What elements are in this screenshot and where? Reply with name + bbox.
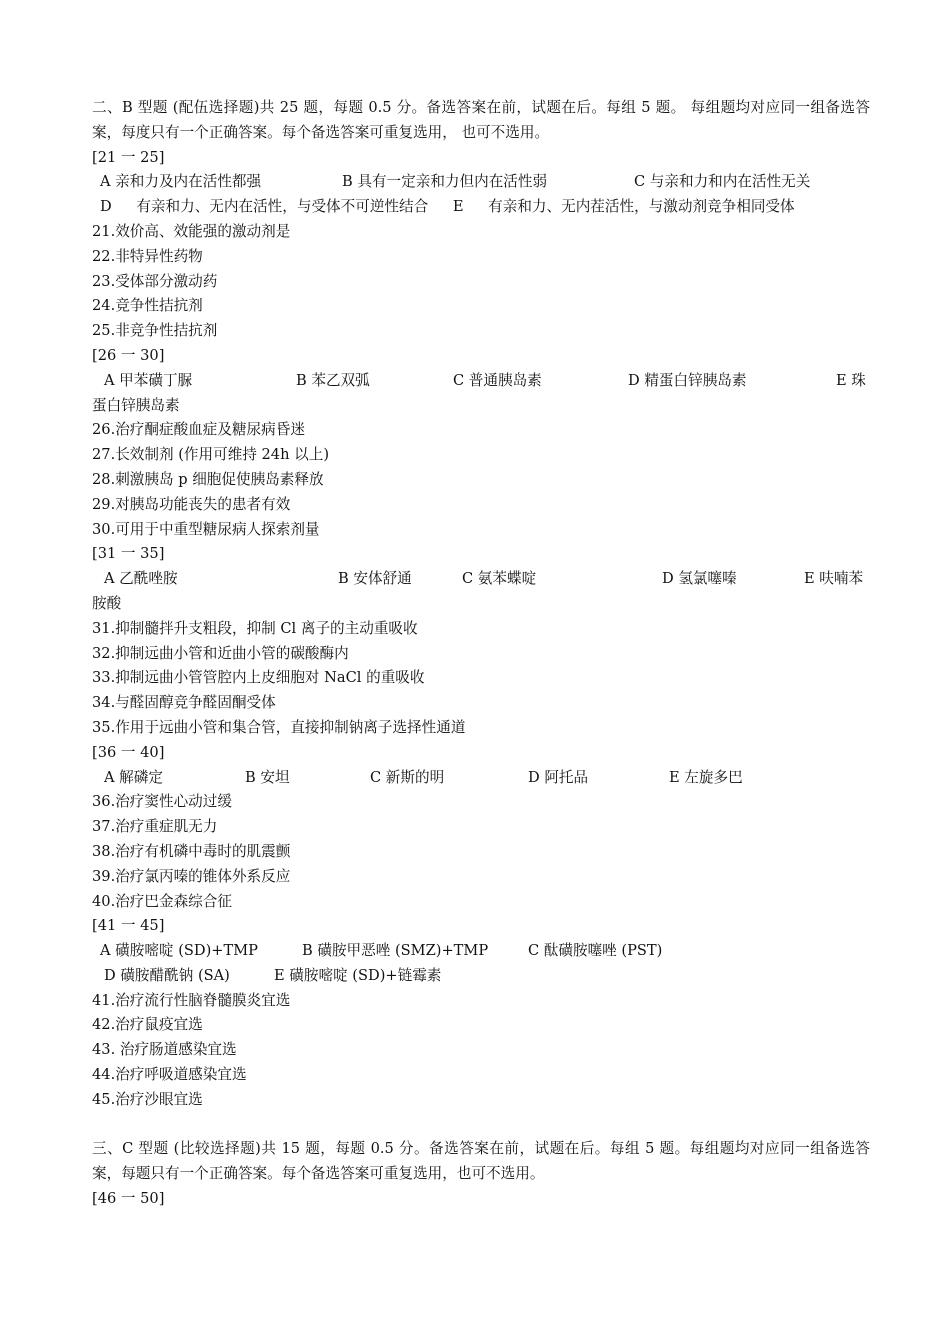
option-continuation: 胺酸 [92, 594, 122, 612]
question: 44.治疗呼吸道感染宜选 [92, 1066, 247, 1084]
question: 31.抑制髓拌升支粗段，抑制 Cl 离子的主动重吸收 [92, 619, 418, 637]
option-d: D 磺胺醋酰钠 (SA) [104, 966, 230, 984]
question: 36.治疗窦性心动过缓 [92, 793, 232, 811]
question: 40.治疗巴金森综合征 [92, 892, 232, 910]
question: 24.竞争性拮抗剂 [92, 297, 203, 315]
question: 26.治疗酮症酸血症及糖尿病昏迷 [92, 421, 305, 439]
option-c: C 新斯的明 [370, 768, 445, 786]
option-row [92, 964, 870, 989]
question: 45.治疗沙眼宜选 [92, 1090, 203, 1108]
section-b-intro: 二、B 型题 (配伍选择题)共 25 题，每题 0.5 分。备选答案在前，试题在后。每组 5 题。 每组题均对应同一组备选答案，每度只有一个正确答案。每个备选答案可重复选用， 也可不选用。 [92, 99, 870, 141]
group-range: [36 一 40] [92, 743, 165, 761]
option-e: E 呋喃苯 [804, 570, 864, 588]
option-b: B 具有一定亲和力但内在活性弱 [342, 173, 548, 191]
question: 27.长效制剂 (作用可维持 24h 以上) [92, 446, 330, 464]
question: 25.非竞争性拮抗剂 [92, 322, 218, 340]
option-e: E 左旋多巴 [669, 768, 743, 786]
option-e: E 珠 [836, 371, 866, 389]
question: 39.治疗氯丙嗪的锥体外系反应 [92, 867, 291, 885]
option-a: A 乙酰唑胺 [104, 570, 178, 588]
option-a: A 磺胺嘧啶 (SD)+TMP [100, 942, 259, 960]
question: 38.治疗有机磷中毒时的肌震颤 [92, 842, 291, 860]
option-e: E 磺胺嘧啶 (SD)+链霉素 [274, 966, 442, 984]
option-b: B 磺胺甲恶唑 (SMZ)+TMP [302, 942, 489, 960]
option-a: A 甲苯磺丁脲 [104, 371, 193, 389]
question: 23.受体部分激动药 [92, 272, 218, 290]
question: 28.刺激胰岛 p 细胞促使胰岛素释放 [92, 470, 324, 488]
question: 43. 治疗肠道感染宜选 [92, 1041, 237, 1059]
option-row [92, 939, 870, 964]
option-row [92, 170, 870, 195]
option-c: C 与亲和力和内在活性无关 [634, 173, 811, 191]
option-row-wrapped: D 有亲和力、无内在活性，与受体不可逆性结合 E 有亲和力、无内茬活性，与激动剂竞争相同受体 [100, 198, 795, 216]
option-continuation: 蛋白锌胰岛素 [92, 396, 180, 414]
question: 34.与醛固醇竞争醛固酮受体 [92, 694, 276, 712]
group-range: [41 一 45] [92, 917, 165, 935]
question: 32.抑制远曲小管和近曲小管的碳酸酶内 [92, 644, 349, 662]
question: 21.效价高、效能强的激动剂是 [92, 222, 291, 240]
section-c-intro: 三、C 型题 (比较选择题)共 15 题，每题 0.5 分。备选答案在前，试题在后。每组 5 题。每组题均对应同一组备选答案，每题只有一个正确答案。每个备选答案可重复选用，也可不选用。 [92, 1140, 870, 1183]
option-row [92, 567, 870, 592]
option-row [92, 766, 870, 791]
option-c: C 酞磺胺噻唑 (PST) [528, 942, 663, 960]
group-range: [21 一 25] [92, 148, 165, 166]
group-range: [46 一 50] [92, 1190, 165, 1208]
option-b: B 安坦 [245, 768, 290, 786]
question: 42.治疗鼠疫宜选 [92, 1016, 203, 1034]
option-row [92, 369, 870, 394]
question: 30.可用于中重型糖尿病人探索剂量 [92, 520, 320, 538]
exam-page [92, 96, 870, 1212]
question: 37.治疗重症肌无力 [92, 818, 218, 836]
option-d: D 氢氯噻嗪 [662, 570, 737, 588]
option-d: D 精蛋白锌胰岛素 [628, 371, 747, 389]
question: 29.对胰岛功能丧失的患者有效 [92, 495, 291, 513]
question: 33.抑制远曲小管管腔内上皮细胞对 NaCl 的重吸收 [92, 669, 425, 687]
group-range: [31 一 35] [92, 545, 165, 563]
group-range: [26 一 30] [92, 346, 165, 364]
question: 22.非特异性药物 [92, 247, 203, 265]
option-c: C 普通胰岛素 [453, 371, 542, 389]
question: 35.作用于远曲小管和集合管，直接抑制钠离子选择性通道 [92, 718, 466, 736]
question: 41.治疗流行性脑脊髓膜炎宜选 [92, 991, 291, 1009]
option-b: B 苯乙双弧 [296, 371, 370, 389]
option-a: A 解磷定 [104, 768, 163, 786]
option-a: A 亲和力及内在活性都强 [100, 173, 262, 191]
option-c: C 氨苯蝶啶 [462, 570, 537, 588]
blank-line [92, 1113, 870, 1138]
option-b: B 安体舒通 [338, 570, 412, 588]
option-d: D 阿托品 [528, 768, 589, 786]
